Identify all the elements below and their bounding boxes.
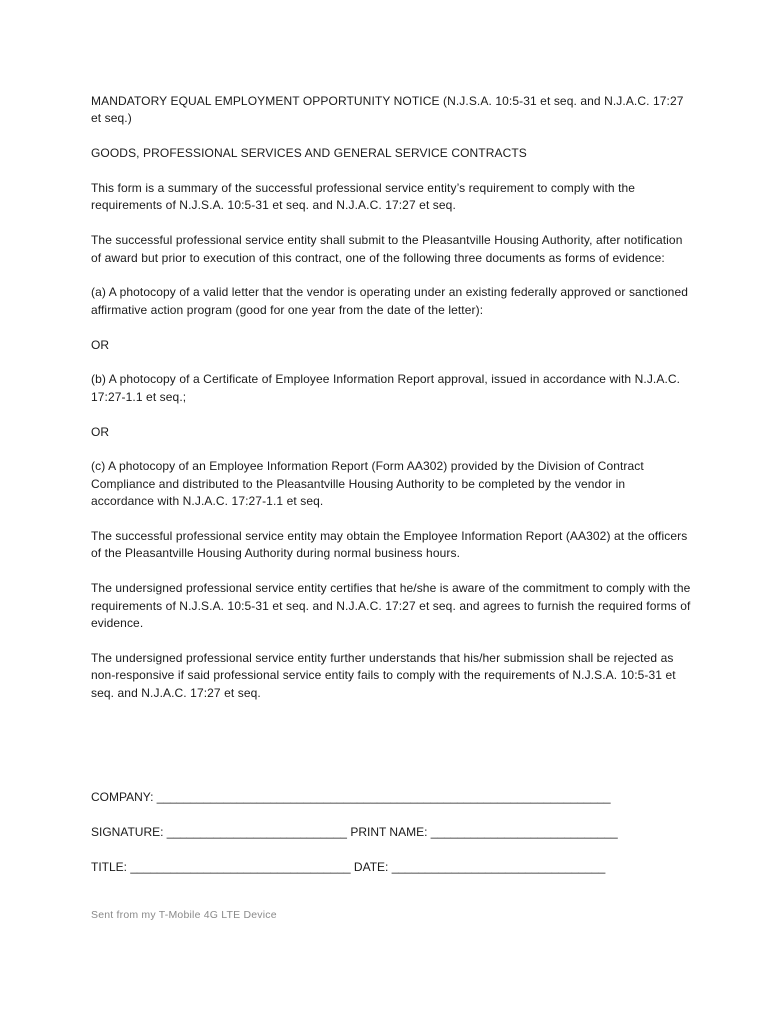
document-body — [91, 93, 691, 719]
or-separator: OR — [91, 424, 110, 439]
signature-print-name-field[interactable]: SIGNATURE: ___________________________ PRINT NAME: ____________________________ — [91, 825, 618, 839]
option-a-paragraph: (a) A photocopy of a valid letter that the vendor is operating under an existing federally approved or sanctioned affirmative action program (good for one year from the date of the letter): — [91, 285, 689, 317]
signature-block — [91, 789, 691, 894]
obtain-report-paragraph: The successful professional service entity may obtain the Employee Information Report (AA302) at the officers of the Pleasantville Housing Authority during normal business hours. — [91, 529, 688, 561]
option-c-paragraph: (c) A photocopy of an Employee Information Report (Form AA302) provided by the Division of Contract Compliance and distributed to the Pleasantville Housing Authority to be completed by the vendor in accordance with N.J.A.C. 17:27-1.1 et seq. — [91, 459, 644, 509]
certification-paragraph: The undersigned professional service entity certifies that he/she is aware of the commitment to comply with the requirements of N.J.S.A. 10:5-31 et seq. and N.J.A.C. 17:27 et seq. and agrees to furnish the required forms of evidence. — [91, 581, 691, 631]
title-date-field[interactable]: TITLE: _________________________________ DATE: ________________________________ — [91, 860, 606, 874]
submission-paragraph: The successful professional service entity shall submit to the Pleasantville Housing Authority, after notification of award but prior to execution of this contract, one of the following three documents as forms of evidence: — [91, 233, 683, 265]
rejection-paragraph: The undersigned professional service entity further understands that his/her submission shall be rejected as non-responsive if said professional service entity fails to comply with the requirements of N.J.S.A. 10:5-31 et seq. and N.J.A.C. 17:27 et seq. — [91, 650, 676, 700]
option-b-paragraph: (b) A photocopy of a Certificate of Employee Information Report approval, issued in accordance with N.J.A.C. 17:27-1.1 et seq.; — [91, 372, 681, 404]
or-separator: OR — [91, 337, 110, 352]
contract-type-heading: GOODS, PROFESSIONAL SERVICES AND GENERAL SERVICE CONTRACTS — [91, 146, 527, 161]
email-footer: Sent from my T-Mobile 4G LTE Device — [91, 909, 277, 921]
summary-paragraph: This form is a summary of the successful professional service entity’s requirement to comply with the requirements of N.J.S.A. 10:5-31 et seq. and N.J.A.C. 17:27 et seq. — [91, 181, 636, 213]
company-field[interactable]: COMPANY: ____________________________________________________________________ — [91, 790, 611, 804]
notice-heading: MANDATORY EQUAL EMPLOYMENT OPPORTUNITY NOTICE (N.J.S.A. 10:5-31 et seq. and N.J.A.C. 17:27 et seq.) — [91, 94, 684, 126]
